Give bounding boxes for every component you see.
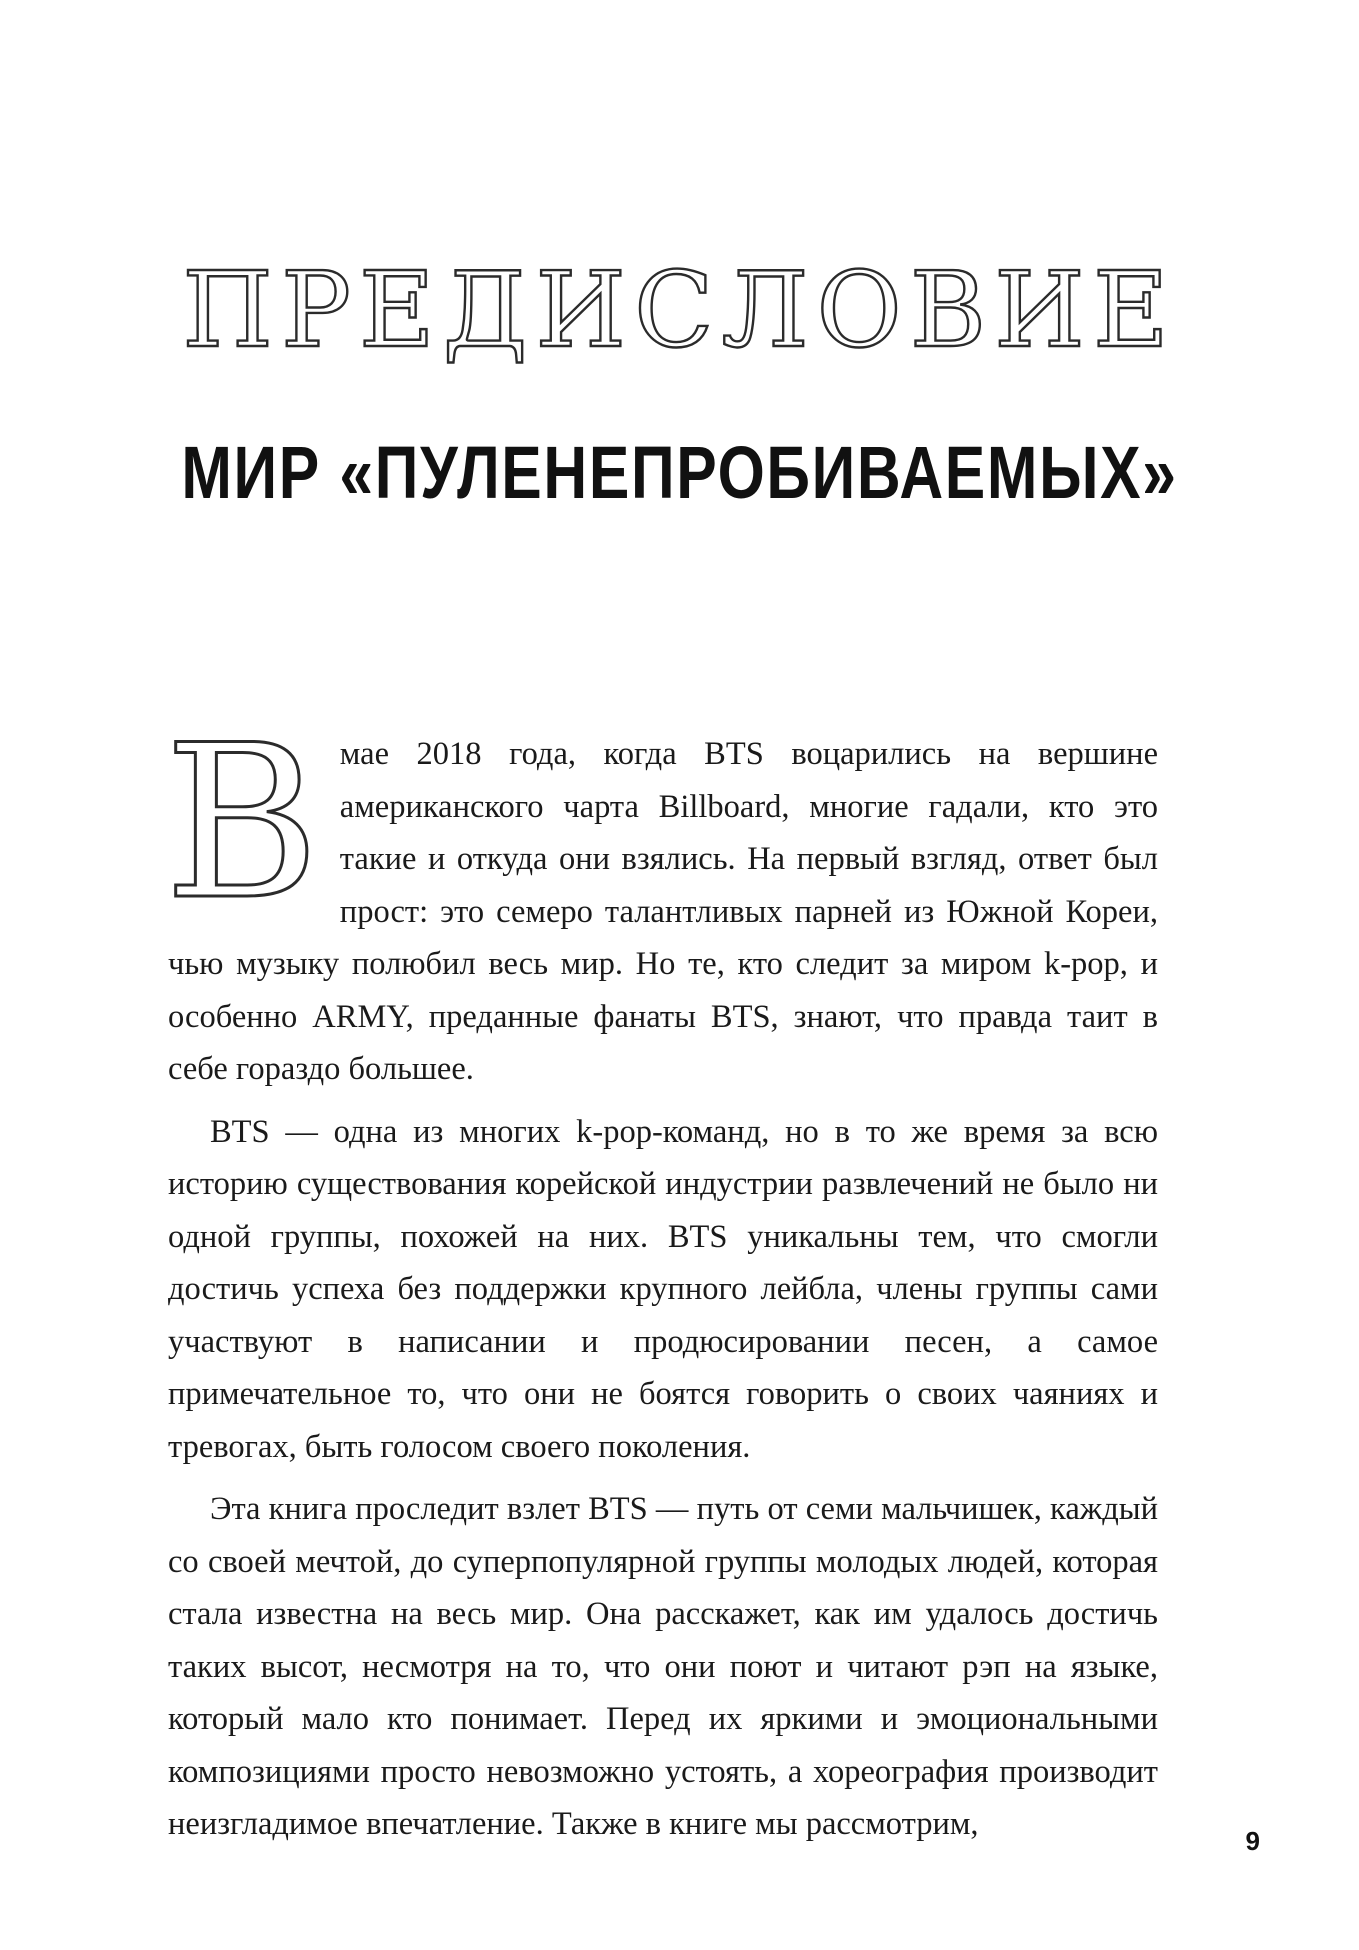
paragraph-1 xyxy=(164,699,1158,1096)
chapter-subtitle: МИР «ПУЛЕНЕПРОБИВАЕМЫХ» xyxy=(181,431,1178,514)
chapter-heading: ПРЕДИСЛОВИЕ xyxy=(182,249,1177,371)
body-text xyxy=(164,699,1158,1861)
drop-cap: В xyxy=(164,699,320,946)
paragraph-1-text: мае 2018 года, когда BTS воцарились на вершине американского чарта Billboard, многие гадали, кто это такие и откуда они взялись. На первый взгляд, ответ был прост: это семеро талантливых парней из Южной Кореи, чью музыку полюбил весь мир. Но те, кто следит за миром k-pop, и особенно ARMY, преданные фанаты BTS, знают, что правда таит в себе гораздо большее. xyxy=(168,736,1158,1087)
page-number: 9 xyxy=(1245,1826,1260,1856)
paragraph-3: Эта книга проследит взлет BTS — путь от семи мальчишек, каждый со своей мечтой, до суперпопулярной группы молодых людей, которая стала известна на весь мир. Она расскажет, как им удалось достичь таких высот, несмотря на то, что они поют и читают рэп на языке, который мало кто понимает. Перед их яркими и эмоциональными композициями просто невозможно устоять, а хореография производит неизгладимое впечатление. Также в книге мы рассмотрим, xyxy=(168,1491,1158,1842)
paragraph-2: BTS — одна из многих k-pop-команд, но в то же время за всю историю существования корейской индустрии развлечений не было ни одной группы, похожей на них. BTS уникальны тем, что смогли достичь успеха без поддержки крупного лейбла, члены группы сами участвуют в написании и продюсировании песен, а самое примечательное то, что они не боятся говорить о своих чаяниях и тревогах, быть голосом своего поколения. xyxy=(168,1113,1158,1465)
